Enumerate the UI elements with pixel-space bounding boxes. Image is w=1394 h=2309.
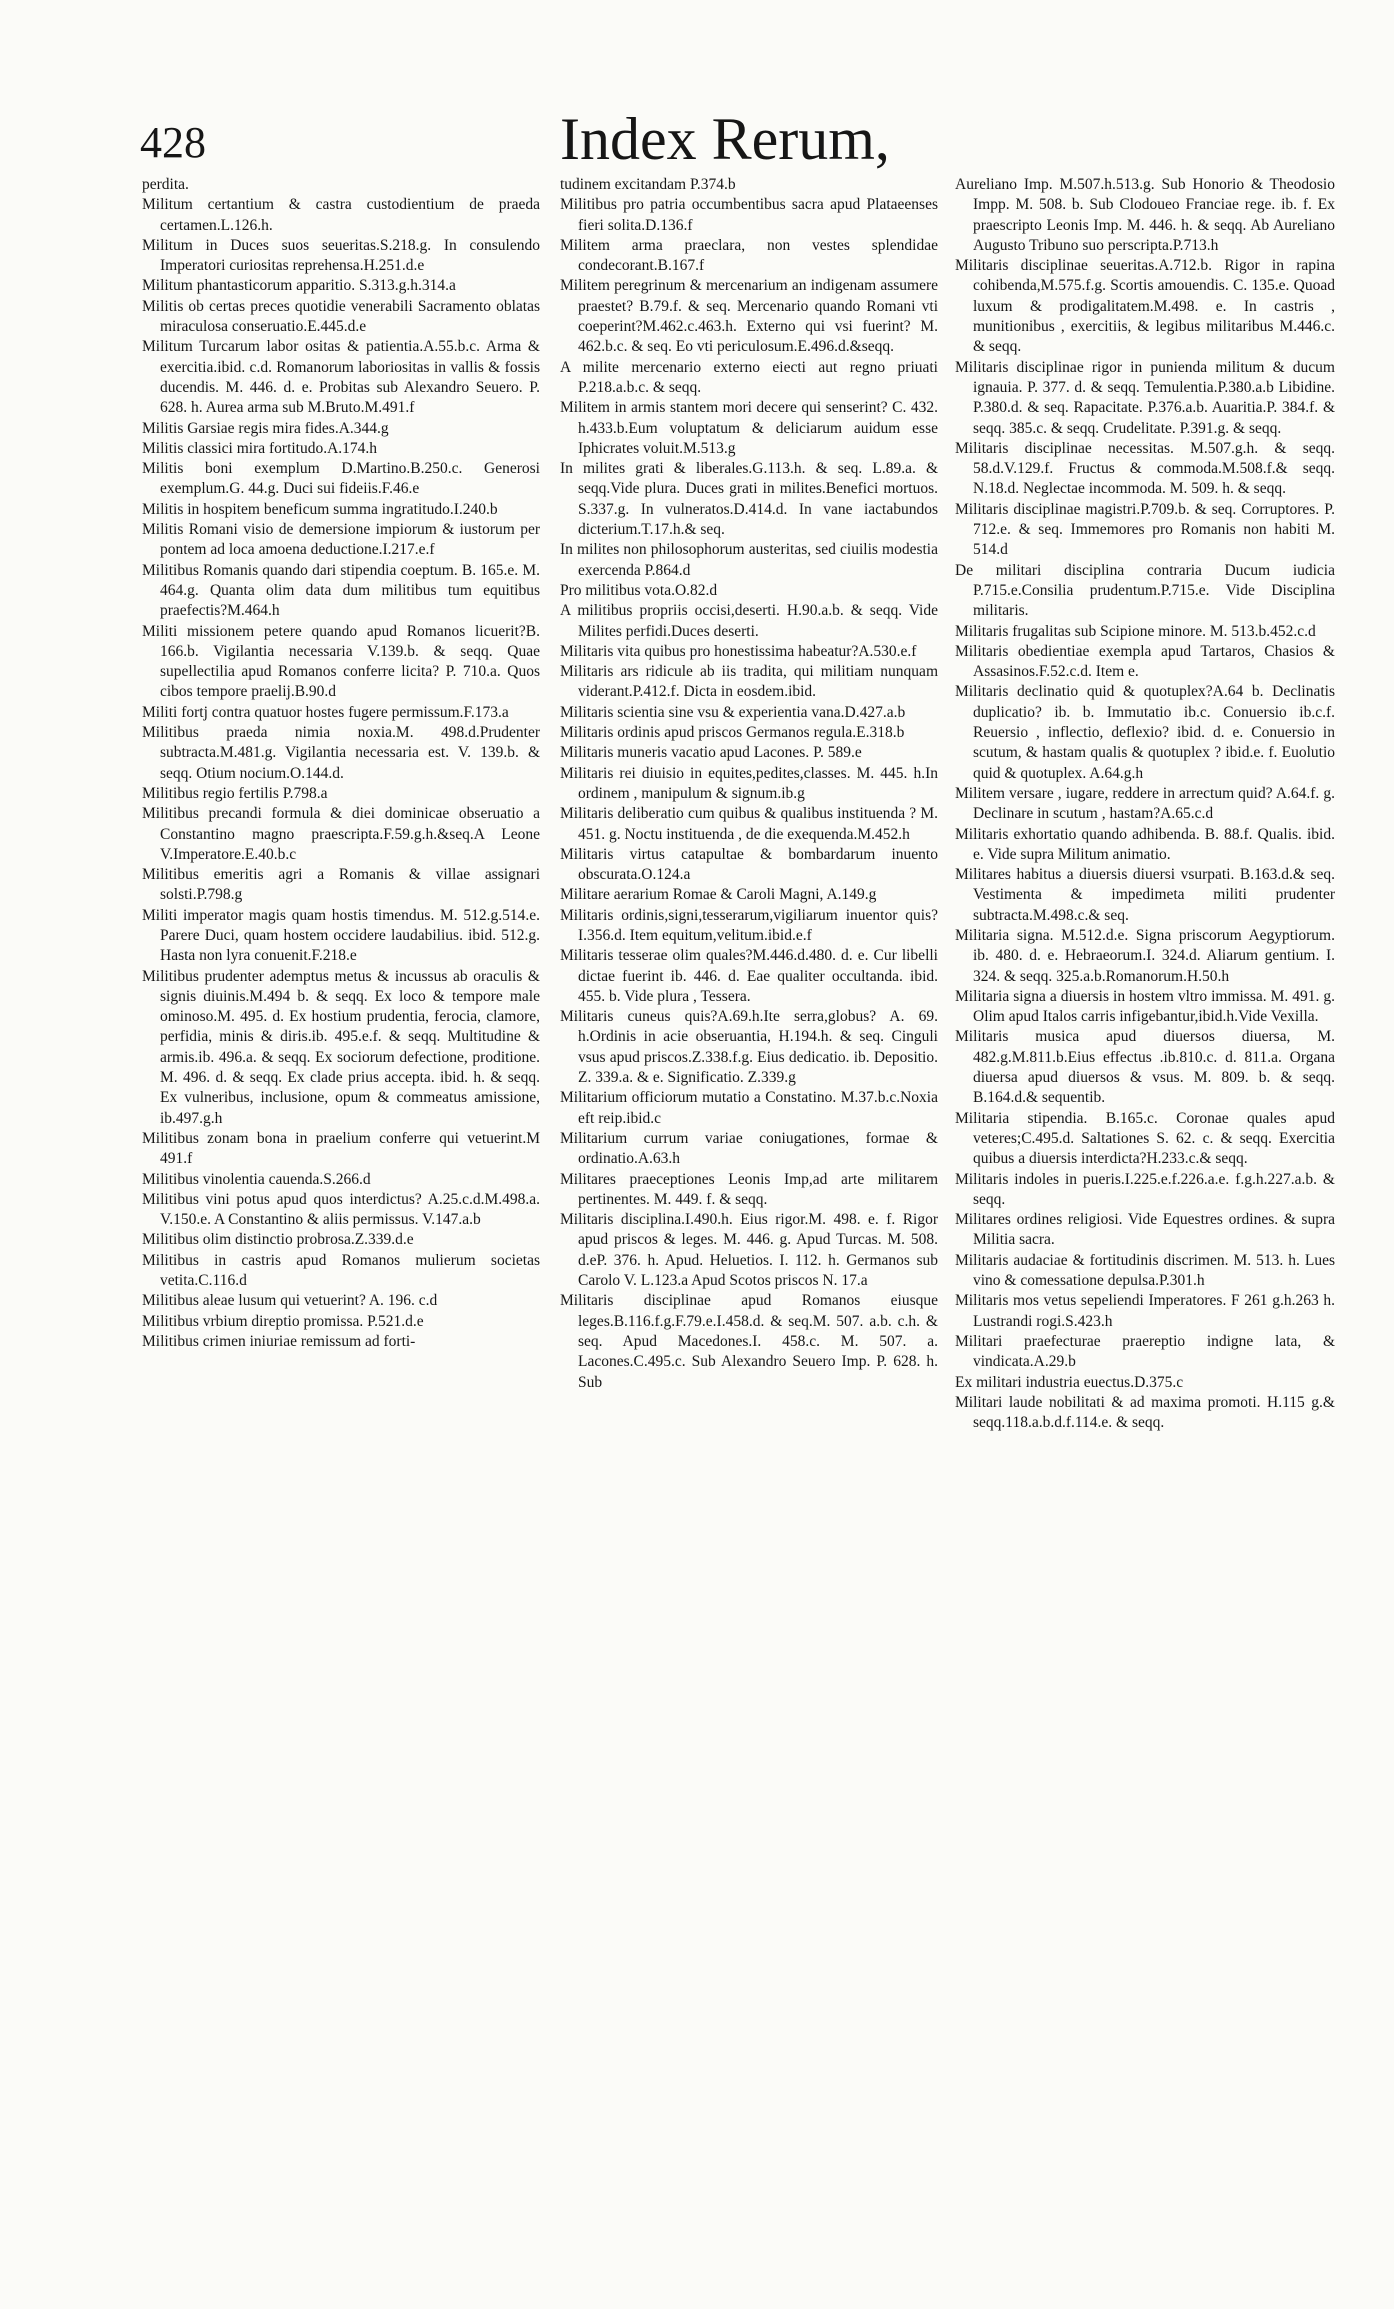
index-entry: Militares praeceptiones Leonis Imp,ad arte militarem pertinentes. M. 449. f. & seqq.: [560, 1170, 938, 1208]
index-entry: Militaria stipendia. B.165.c. Coronae quales apud veteres;C.495.d. Saltationes S. 62. c. & seqq. Exercitia quibus a diuersis interdicta?H.233.c.& seqq.: [955, 1109, 1335, 1168]
index-entry: Militibus praeda nimia noxia.M. 498.d.Prudenter subtracta.M.481.g. Vigilantia necessaria est. V. 139.b. & seqq. Otium nocium.O.144.d.: [142, 724, 540, 782]
index-entry: Militibus olim distinctio probrosa.Z.339.d.e: [142, 1231, 414, 1249]
index-entry: Militaria signa. M.512.d.e. Signa priscorum Aegyptiorum. ib. 480. d. e. Hebraeorum.I. 324.d. Aliarum gentium. I. 324. & seqq. 325.a.b.Romanorum.H.50.h: [955, 926, 1335, 985]
index-entry: Militem arma praeclara, non vestes splendidae condecorant.B.167.f: [560, 236, 938, 275]
index-entry: Militaria signa a diuersis in hostem vltro immissa. M. 491. g. Olim apud Italos carris infigebantur,ibid.h.Vide Vexilla.: [955, 987, 1335, 1026]
index-column-left: [142, 175, 540, 1352]
index-entry: Militares habitus a diuersis diuersi vsurpati. B.163.d.& seq. Vestimenta & impedimeta militi prudenter subtracta.M.498.c.& seq.: [955, 866, 1335, 924]
index-entry: Militaris tesserae olim quales?M.446.d.480. d. e. Cur libelli dictae fuerint ib. 446. d. Eae qualiter occultanda. ibid. 455. b. Vide plura , Tessera.: [560, 947, 938, 1005]
index-entry: Militibus crimen iniuriae remissum ad forti-: [142, 1332, 416, 1350]
index-entry: Militaris ars ridicule ab iis tradita, qui militiam nunquam viderant.P.412.f. Dicta in eosdem.ibid.: [560, 663, 938, 701]
index-entry: Militaris muneris vacatio apud Lacones. P. 589.e: [560, 744, 862, 762]
index-entry: Militibus zonam bona in praelium conferre qui vetuerint.M 491.f: [142, 1129, 540, 1168]
index-entry: perdita.: [142, 176, 189, 193]
index-entry: Militis Garsiae regis mira fides.A.344.g: [142, 419, 389, 437]
index-entry: tudinem excitandam P.374.b: [560, 176, 736, 193]
index-entry: Militum phantasticorum apparitio. S.313.g.h.314.a: [142, 277, 456, 295]
index-entry: Militaris ordinis apud priscos Germanos regula.E.318.b: [560, 724, 905, 742]
index-entry: Militi fortj contra quatuor hostes fugere permissum.F.173.a: [142, 703, 509, 721]
index-entry: Militis ob certas preces quotidie venerabili Sacramento oblatas miraculosa conseruatio.E.445.d.e: [142, 297, 540, 336]
index-entry: Militaris disciplinae magistri.P.709.b. & seq. Corruptores. P. 712.e. & seq. Immemores pro Romanis non habiti M. 514.d: [955, 500, 1335, 559]
index-entry: Militis in hospitem beneficum summa ingratitudo.I.240.b: [142, 500, 498, 518]
index-entry: Militaris exhortatio quando adhibenda. B. 88.f. Qualis. ibid. e. Vide supra Militum animatio.: [955, 825, 1335, 863]
index-entry: Militi imperator magis quam hostis timendus. M. 512.g.514.e. Parere Duci, quam hostem occidere laudabilius. ibid. 512.g. Hasta non lyra conuenit.F.218.e: [142, 906, 540, 965]
index-entry: Militaris mos vetus sepeliendi Imperatores. F 261 g.h.263 h. Lustrandi rogi.S.423.h: [955, 1292, 1335, 1330]
index-entry: Militi missionem petere quando apud Romanos licuerit?B. 166.b. Vigilantia necessaria V.139.b. & seqq. Quae supellectilia apud Romanos conferre licita? P. 710.a. Quos cibos tempore praelij.B.90.d: [142, 622, 540, 701]
index-column-middle: [560, 175, 938, 1393]
index-entry: De militari disciplina contraria Ducum iudicia P.715.e.Consilia prudentum.P.715.e. Vide Disciplina militaris.: [955, 561, 1335, 620]
index-entry: Militibus in castris apud Romanos mulierum societas vetita.C.116.d: [142, 1251, 540, 1290]
index-entry: Militares ordines religiosi. Vide Equestres ordines. & supra Militia sacra.: [955, 1211, 1335, 1249]
page-number: 428: [140, 118, 206, 167]
index-entry: Militibus aleae lusum qui vetuerint? A. 196. c.d: [142, 1292, 438, 1310]
index-columns: [0, 175, 1394, 2285]
index-entry: Militibus pro patria occumbentibus sacra apud Plataeenses fieri solita.D.136.f: [560, 196, 938, 234]
running-title: Index Rerum,: [560, 106, 890, 172]
index-entry: Militibus vini potus apud quos interdictus? A.25.c.d.M.498.a. V.150.e. A Constantino & aliis permissus. V.147.a.b: [142, 1190, 540, 1229]
index-entry: A milite mercenario externo eiecti aut regno priuati P.218.a.b.c. & seqq.: [560, 358, 938, 396]
index-entry: Pro militibus vota.O.82.d: [560, 581, 718, 599]
index-entry: Militaris rei diuisio in equites,pedites,classes. M. 445. h.In ordinem , manipulum & signum.ib.g: [560, 764, 938, 802]
index-entry: Ex militari industria euectus.D.375.c: [955, 1373, 1184, 1391]
index-entry: Militaris obedientiae exempla apud Tartaros, Chasios & Assasinos.F.52.c.d. Item e.: [955, 642, 1335, 681]
index-entry: Militaris disciplinae rigor in punienda militum & ducum ignauia. P. 377. d. & seqq. Temulentia.P.380.a.b Libidine. P.380.d. & seq. Rapacitate. P.376.a.b. Auaritia.P. 384.f. & seqq. 385.c. & seqq. Crudelitate. P.391.g. & seqq.: [955, 358, 1335, 437]
index-entry: In milites grati & liberales.G.113.h. & seq. L.89.a. & seqq.Vide plura. Duces grati in milites.Benefici mortuos. S.337.g. In vulneratos.D.414.d. In vane iactabundos dicterium.T.17.h.& seq.: [560, 460, 938, 539]
index-entry: Militibus precandi formula & diei dominicae obseruatio a Constantino magno praescripta.F.59.g.h.&seq.A Leone V.Imperatore.E.40.b.c: [142, 805, 540, 863]
index-entry: Militaris ordinis,signi,tesserarum,vigiliarum inuentor quis?I.356.d. Item equitum,velitum.ibid.e.f: [560, 906, 938, 944]
index-entry: Militibus emeritis agri a Romanis & villae assignari solsti.P.798.g: [142, 866, 540, 904]
index-entry: Militaris cuneus quis?A.69.h.Ite serra,globus? A. 69. h.Ordinis in acie obseruantia, H.194.h. & seq. Cinguli vsus apud priscos.Z.338.f.g. Eius dedicatio. ib. Depositio. Z. 339.a. & e. Significatio. Z.339.g: [560, 1008, 938, 1087]
index-entry: Militis Romani visio de demersione impiorum & iustorum per pontem ad loca amoena deductione.I.217.e.f: [142, 521, 540, 559]
page-header: [140, 105, 1340, 185]
index-column-right: [955, 175, 1335, 1433]
index-entry: Militaris scientia sine vsu & experientia vana.D.427.a.b: [560, 703, 906, 721]
index-entry: Militibus prudenter ademptus metus & incussus ab oraculis & signis diuinis.M.494 b. & seqq. Ex loco & tempore male ominoso.M. 495. d. Ex hostium prudentia, ferocia, clamore, perfidia, minis & diris.ib. 495.e.f. & seqq. Multitudine & armis.ib. 496.a. & seqq. Ex sociorum defectione, proditione. M. 496. d. & seqq. Ex clade prius accepta. ibid. h. & seqq. Ex vulneribus, inclusione, opum & commeatus amissione, ib.497.g.h: [142, 967, 540, 1127]
index-entry: Militaris declinatio quid & quotuplex?A.64 b. Declinatis duplicatio? ib. b. Immutatio ib.c. Conuersio ib.c.f. Reuersio , inflectio, deflexio? ibid. d. e. Conuersio in scutum, & hastam qualis & quotuplex ? ibid.e. f. Euolutio quid & quotuplex. A.64.g.h: [955, 683, 1335, 782]
index-entry: Aureliano Imp. M.507.h.513.g. Sub Honorio & Theodosio Impp. M. 508. b. Sub Clodoueo Franciae rege. ib. f. Ex praescripto Leonis Imp. M. 446. h. & seqq. Ab Aureliano Augusto Tribuno suo perscripta.P.713.h: [955, 176, 1335, 254]
index-entry: Militem versare , iugare, reddere in arrectum quid? A.64.f. g. Declinare in scutum , hastam?A.65.c.d: [955, 784, 1335, 823]
index-entry: Militarium officiorum mutatio a Constatino. M.37.b.c.Noxia eft reip.ibid.c: [560, 1089, 938, 1127]
index-entry: Militarium currum variae coniugationes, formae & ordinatio.A.63.h: [560, 1129, 938, 1168]
index-entry: Militaris disciplinae seueritas.A.712.b. Rigor in rapina cohibenda,M.575.f.g. Scortis amouendis. C. 135.e. Quoad luxum & prodigalitatem.M.498. e. In castris , munitionibus , exercitiis, & legibus militaribus M.446.c. & seqq.: [955, 257, 1335, 356]
index-entry: Militaris audaciae & fortitudinis discrimen. M. 513. h. Lues vino & comessatione depulsa.P.301.h: [955, 1251, 1335, 1290]
index-entry: Militibus Romanis quando dari stipendia coeptum. B. 165.e. M. 464.g. Quanta olim data dum militibus tum equitibus praefectis?M.464.h: [142, 561, 540, 620]
index-entry: Militis classici mira fortitudo.A.174.h: [142, 439, 378, 457]
index-entry: Militari praefecturae praereptio indigne lata, & vindicata.A.29.b: [955, 1332, 1335, 1371]
index-entry: In milites non philosophorum austeritas, sed ciuilis modestia exercenda P.864.d: [560, 541, 938, 579]
index-entry: Militem in armis stantem mori decere qui senserint? C. 432. h.433.b.Eum voluptatum & deliciarum auidum esse Iphicrates voluit.M.513.g: [560, 399, 938, 457]
index-entry: Militum in Duces suos seueritas.S.218.g. In consulendo Imperatori curiositas reprehensa.H.251.d.e: [142, 236, 540, 275]
index-entry: Militem peregrinum & mercenarium an indigenam assumere praestet? B.79.f. & seq. Mercenario quando Romani vti coeperint?M.462.c.463.h. Externo qui vsi fuerint? M. 462.b.c. & seq. Eo vti periculosum.E.496.d.&seqq.: [560, 277, 938, 356]
index-entry: Militaris frugalitas sub Scipione minore. M. 513.b.452.c.d: [955, 622, 1316, 640]
index-entry: Militum Turcarum labor ositas & patientia.A.55.b.c. Arma & exercitia.ibid. c.d. Romanorum laboriositas in vallis & fossis ducendis. M. 446. d. e. Probitas sub Alexandro Seuero. P. 628. h. Aurea arma sub M.Bruto.M.491.f: [142, 338, 540, 417]
index-entry: Militaris disciplina.I.490.h. Eius rigor.M. 498. e. f. Rigor apud priscos & leges. M. 446. g. Apud Turcas. M. 508. d.eP. 376. h. Apud. Heluetios. I. 112. h. Germanos sub Carolo V. L.123.a Apud Scotos priscos N. 17.a: [560, 1211, 938, 1290]
index-entry: Militibus vrbium direptio promissa. P.521.d.e: [142, 1312, 424, 1330]
index-entry: Militibus regio fertilis P.798.a: [142, 784, 328, 802]
index-entry: Militaris musica apud diuersos diuersa, M. 482.g.M.811.b.Eius effectus .ib.810.c. d. 811.a. Organa diuersa apud diuersos & vsus. M. 809. b. & seqq. B.164.d.& sequentib.: [955, 1028, 1335, 1107]
index-entry: Militaris virtus catapultae & bombardarum inuento obscurata.O.124.a: [560, 845, 938, 884]
index-entry: Militaris deliberatio cum quibus & qualibus instituenda ? M. 451. g. Noctu instituenda , de die exequenda.M.452.h: [560, 805, 938, 843]
index-entry: Militaris disciplinae apud Romanos eiusque leges.B.116.f.g.F.79.e.I.458.d. & seq.M. 507. a.b. c.h. & seq. Apud Macedones.I. 458.c. M. 507. a. Lacones.C.495.c. Sub Alexandro Seuero Imp. P. 628. h. Sub: [560, 1292, 938, 1391]
index-entry: Militaris vita quibus pro honestissima habeatur?A.530.e.f: [560, 642, 917, 660]
index-entry: Militare aerarium Romae & Caroli Magni, A.149.g: [560, 886, 877, 904]
index-entry: Militaris indoles in pueris.I.225.e.f.226.a.e. f.g.h.227.a.b. & seqq.: [955, 1170, 1335, 1208]
index-entry: Militibus vinolentia cauenda.S.266.d: [142, 1170, 371, 1188]
index-entry: A militibus propriis occisi,deserti. H.90.a.b. & seqq. Vide Milites perfidi.Duces deserti.: [560, 602, 938, 640]
index-entry: Militaris disciplinae necessitas. M.507.g.h. & seqq. 58.d.V.129.f. Fructus & commoda.M.508.f.& seqq. N.18.d. Neglectae incommoda. M. 509. h. & seqq.: [955, 439, 1335, 498]
index-entry: Militari laude nobilitati & ad maxima promoti. H.115 g.& seqq.118.a.b.d.f.114.e. & seqq.: [955, 1393, 1335, 1432]
index-entry: Militis boni exemplum D.Martino.B.250.c. Generosi exemplum.G. 44.g. Duci sui fideiis.F.46.e: [142, 460, 540, 498]
index-entry: Militum certantium & castra custodientium de praeda certamen.L.126.h.: [142, 196, 540, 234]
